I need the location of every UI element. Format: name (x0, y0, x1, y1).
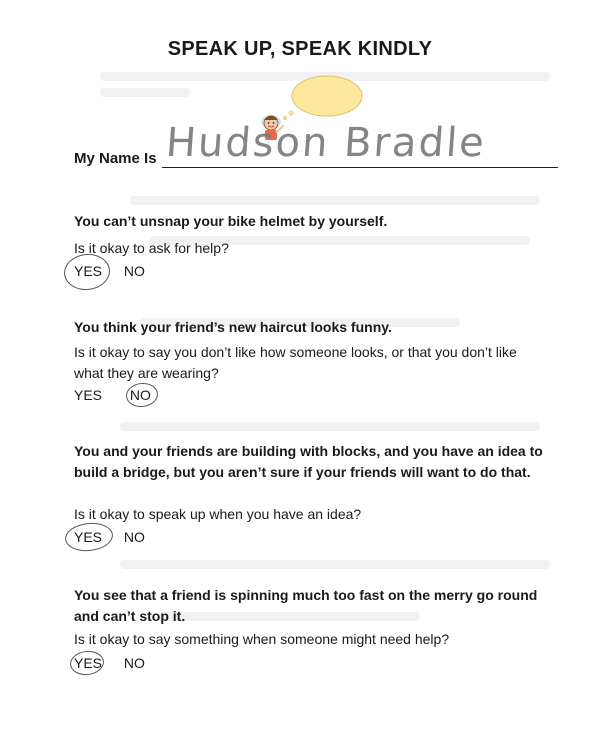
name-underline (162, 167, 558, 168)
question-1-prompt: Is it okay to ask for help? (74, 240, 229, 256)
yes-label: YES (74, 655, 103, 671)
question-3-yes-option[interactable] (74, 529, 102, 545)
bleed-through (100, 88, 190, 97)
answer-circle-mark (64, 521, 115, 554)
question-4-no-option[interactable] (124, 655, 145, 671)
question-4-scenario: You see that a friend is spinning much too fast on the merry go round and can’t stop it. (74, 587, 538, 624)
no-label: NO (129, 387, 151, 403)
no-label: NO (123, 529, 145, 545)
question-3-prompt: Is it okay to speak up when you have an idea? (74, 506, 362, 522)
question-2-answers (74, 387, 169, 403)
question-2-scenario: You think your friend’s new haircut looks funny. (74, 319, 392, 335)
name-row (74, 120, 574, 180)
name-label: My Name Is (74, 150, 157, 167)
question-1-no-option[interactable] (124, 263, 145, 279)
question-3-scenario: You and your friends are building with blocks, and you have an idea to build a bridge, but you aren’t sure if your friends will want to do that. (74, 443, 543, 480)
question-3-no-option[interactable] (124, 529, 145, 545)
yes-label: YES (74, 263, 103, 279)
question-4-answers (74, 655, 163, 671)
handwritten-name[interactable]: Hudson Bradle (164, 120, 488, 166)
no-label: NO (123, 263, 145, 279)
question-1-scenario: You can’t unsnap your bike helmet by yourself. (74, 213, 388, 229)
bleed-through (120, 560, 550, 569)
worksheet-title: SPEAK UP, SPEAK KINDLY (167, 38, 433, 60)
bleed-through (120, 422, 540, 431)
question-2-yes-option[interactable] (74, 387, 102, 403)
question-1-yes-option[interactable] (74, 263, 102, 279)
bleed-through (130, 196, 540, 205)
yes-label: YES (74, 387, 103, 403)
question-2-prompt: Is it okay to say you don’t like how someone looks, or that you don’t like what they are wearing? (74, 344, 517, 381)
answer-circle-mark (69, 649, 105, 676)
question-3-answers (74, 529, 163, 545)
question-2-no-option[interactable] (130, 387, 151, 403)
question-4-prompt: Is it okay to say something when someone might need help? (74, 631, 450, 647)
no-label: NO (123, 655, 145, 671)
yes-label: YES (74, 529, 103, 545)
question-4-yes-option[interactable] (74, 655, 102, 671)
answer-circle-mark (125, 381, 159, 408)
question-1-answers (74, 263, 163, 279)
